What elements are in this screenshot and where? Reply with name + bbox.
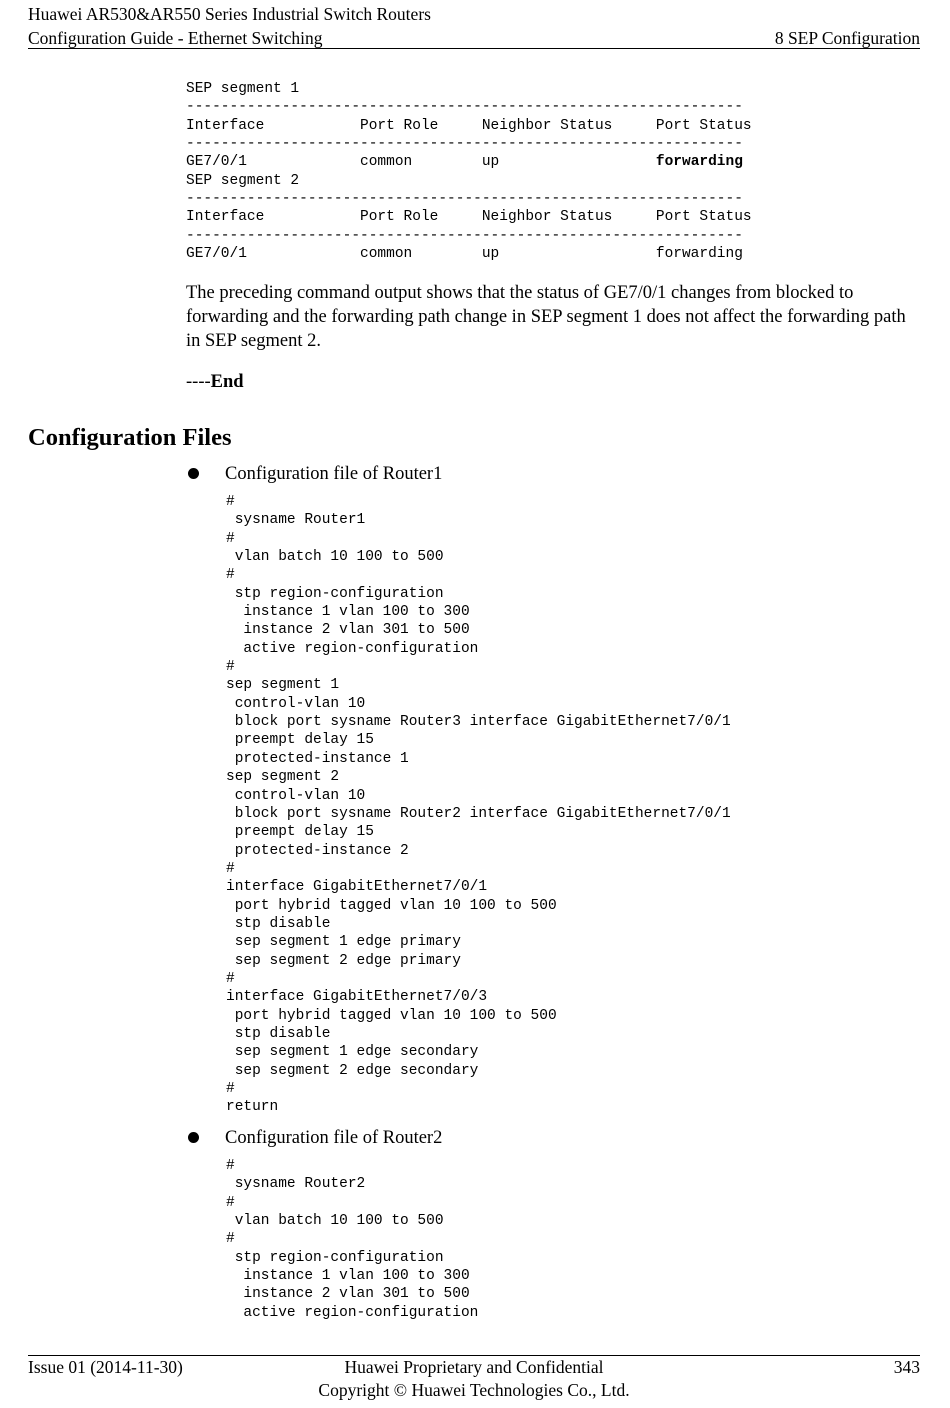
bullet-label-router1: Configuration file of Router1: [225, 464, 443, 484]
explanation-paragraph: The preceding command output shows that the status of GE7/0/1 changes from blocked to forwarding and the forwarding path change in SEP segment 1 does not affect the forwarding path in SEP segment 2.: [186, 283, 906, 351]
page-number: 343: [893, 1357, 920, 1377]
bullet-label-router2: Configuration file of Router2: [225, 1128, 443, 1148]
router1-config-code: # sysname Router1 # vlan batch 10 100 to 500 # stp region-configuration instance 1 vlan 100 to 300 instance 2 vlan 301 to 500 active region-configuration # sep segment 1 control-vlan 10 block port sysname Router3 interface GigabitEthernet7/0/1 preempt delay 15 protected-instance 1 sep segment 2 control-vlan 10 block port sysname Router2 interface GigabitEthernet7/0/1 preempt delay 15 protected-instance 2 # interface GigabitEthernet7/0/1 port hybrid tagged vlan 10 100 to 500 stp disable sep segment 1 edge primary sep segment 2 edge primary # interface GigabitEthernet7/0/3 port hybrid tagged vlan 10 100 to 500 stp disable sep segment 1 edge secondary sep segment 2 edge secondary # return: [226, 494, 731, 1116]
issue-date: Issue 01 (2014-11-30): [28, 1357, 183, 1377]
seg1-title: SEP segment 1: [186, 81, 300, 97]
sep-display-output: [186, 80, 752, 263]
end-marker: [186, 370, 244, 394]
confidentiality-notice: Huawei Proprietary and Confidential: [344, 1357, 604, 1377]
seg1-port-status: forwarding: [655, 154, 743, 171]
end-dashes: ----: [186, 372, 211, 392]
seg2-column-headers: Interface Port Role Neighbor Status Port Status: [186, 209, 752, 226]
bullet-dot-icon: [188, 468, 199, 479]
seg2-rule-bottom: ----------------------------------------------------------------: [186, 227, 743, 244]
seg1-row-prefix: GE7/0/1 common up: [186, 154, 656, 171]
product-title: Huawei AR530&AR550 Series Industrial Switch Routers: [28, 4, 431, 24]
bullet-dot-icon: [188, 1132, 199, 1143]
page-footer: [28, 1356, 920, 1404]
router2-config-code: # sysname Router2 # vlan batch 10 100 to 500 # stp region-configuration instance 1 vlan 100 to 300 instance 2 vlan 301 to 500 active region-configuration: [226, 1158, 479, 1321]
copyright-notice: Copyright © Huawei Technologies Co., Ltd.: [318, 1380, 630, 1400]
guide-title: Configuration Guide - Ethernet Switching: [28, 28, 323, 48]
seg1-column-headers: Interface Port Role Neighbor Status Port Status: [186, 117, 752, 134]
page-header: [28, 3, 920, 49]
seg2-title: SEP segment 2: [186, 172, 300, 189]
section-heading: Configuration Files: [28, 424, 232, 451]
seg1-rule-bottom: ----------------------------------------------------------------: [186, 136, 743, 153]
seg2-row: GE7/0/1 common up forwarding: [186, 246, 743, 263]
seg2-rule-top: ----------------------------------------------------------------: [186, 191, 743, 208]
seg1-rule-top: ----------------------------------------------------------------: [186, 99, 743, 116]
bullet-router1: [186, 462, 886, 486]
chapter-title: 8 SEP Configuration: [774, 28, 920, 48]
end-word: End: [210, 372, 244, 392]
header-divider: [28, 48, 920, 49]
bullet-router2: [186, 1126, 886, 1150]
